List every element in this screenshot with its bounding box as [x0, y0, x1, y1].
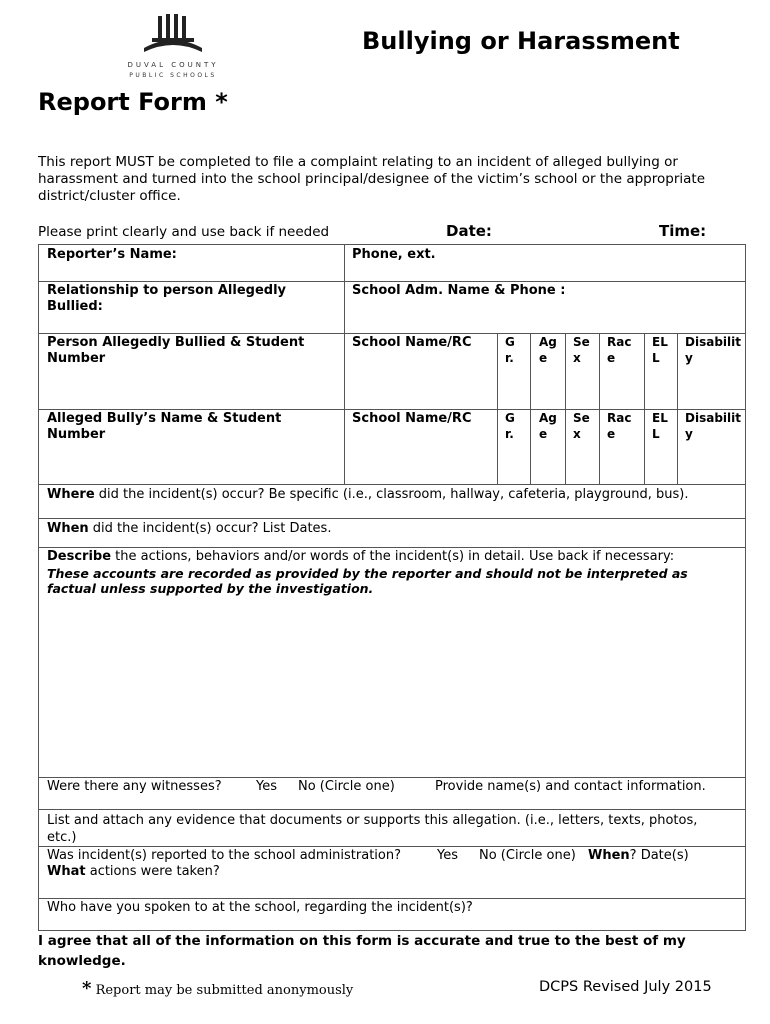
actions-taken-field[interactable] [47, 864, 220, 880]
reported-no-option[interactable]: No (Circle one) [479, 848, 576, 863]
what-bold: What [47, 864, 86, 879]
intro-text: This report MUST be completed to file a complaint relating to an incident of alleged bullying or harassment and turned into the school principal/designee of the victim’s school or the appropriate district/cluster office. [38, 154, 705, 204]
evidence-field[interactable]: List and attach any evidence that documents or supports this allegation. (i.e., letters, texts, photos, etc.) [47, 813, 698, 845]
divider [344, 281, 345, 334]
logo-line1: DUVAL COUNTY [127, 61, 219, 69]
victim-school-field[interactable]: School Name/RC [352, 335, 472, 350]
victim-ell-col[interactable]: ELL [652, 335, 668, 365]
anonymous-note [82, 978, 353, 999]
witnesses-no-option[interactable]: No (Circle one) [298, 779, 395, 794]
form-subtitle: Report Form * [38, 88, 228, 116]
bully-ell-col[interactable]: ELL [652, 411, 668, 441]
witnesses-provide-field[interactable]: Provide name(s) and contact information. [435, 779, 706, 794]
dcps-logo [118, 12, 228, 82]
bully-age-col[interactable]: Age [539, 411, 557, 441]
bully-disability-col[interactable]: Disability [685, 411, 741, 441]
witnesses-question: Were there any witnesses? [47, 779, 222, 794]
bully-field[interactable]: Alleged Bully’s Name & Student Number [47, 411, 282, 442]
witnesses-yes-option[interactable]: Yes [256, 779, 277, 794]
bully-race-col[interactable]: Race [607, 411, 632, 441]
reported-question: Was incident(s) reported to the school administration? [47, 848, 402, 863]
where-field[interactable] [47, 487, 742, 503]
victim-grade-col[interactable]: Gr. [505, 335, 515, 365]
reported-yes-option[interactable]: Yes [437, 848, 458, 863]
relationship-field[interactable]: Relationship to person Allegedly Bullied: [47, 283, 286, 314]
date-label: Date: [446, 222, 492, 240]
where-text: did the incident(s) occur? Be specific (i.e., classroom, hallway, cafeteria, playground, bus). [94, 487, 689, 502]
victim-sex-col[interactable]: Sex [573, 335, 590, 365]
time-label: Time: [659, 222, 707, 240]
victim-race-col[interactable]: Race [607, 335, 632, 365]
describe-note: These accounts are recorded as provided by the reporter and should not be interpreted as factual unless supported by the investigation. [47, 566, 688, 596]
bridge-logo-icon [142, 12, 204, 58]
print-note: Please print clearly and use back if needed [38, 224, 330, 240]
describe-text: the actions, behaviors and/or words of the incident(s) in detail. Use back if necessary: [111, 549, 675, 564]
phone-field[interactable]: Phone, ext. [352, 247, 436, 262]
when-bold: When [47, 521, 89, 536]
reporter-name-field[interactable]: Reporter’s Name: [47, 247, 177, 262]
revision-note: DCPS Revised July 2015 [539, 979, 712, 995]
reported-when-text: ? Date(s) [629, 848, 689, 863]
spoken-to-field[interactable]: Who have you spoken to at the school, regarding the incident(s)? [47, 900, 473, 915]
describe-bold: Describe [47, 549, 112, 564]
agreement-statement: I agree that all of the information on this form is accurate and true to the best of my knowledge. [38, 933, 686, 969]
school-adm-field[interactable]: School Adm. Name & Phone : [352, 283, 566, 298]
form-title: Bullying or Harassment [362, 27, 680, 55]
bully-grade-col[interactable]: Gr. [505, 411, 515, 441]
asterisk: * [82, 978, 92, 999]
what-text: actions were taken? [85, 864, 220, 879]
describe-field[interactable] [47, 549, 742, 565]
when-field[interactable] [47, 521, 742, 537]
bully-sex-col[interactable]: Sex [573, 411, 590, 441]
logo-line2: PUBLIC SCHOOLS [129, 72, 217, 79]
reported-when-field[interactable] [588, 848, 689, 864]
where-bold: Where [47, 487, 95, 502]
divider [344, 244, 345, 282]
when-text: did the incident(s) occur? List Dates. [88, 521, 332, 536]
anonymous-text: Report may be submitted anonymously [95, 983, 354, 998]
reported-when-bold: When [588, 848, 630, 863]
victim-field[interactable]: Person Allegedly Bullied & Student Number [47, 335, 305, 366]
victim-age-col[interactable]: Age [539, 335, 557, 365]
victim-disability-col[interactable]: Disability [685, 335, 741, 365]
bully-school-field[interactable]: School Name/RC [352, 411, 472, 426]
